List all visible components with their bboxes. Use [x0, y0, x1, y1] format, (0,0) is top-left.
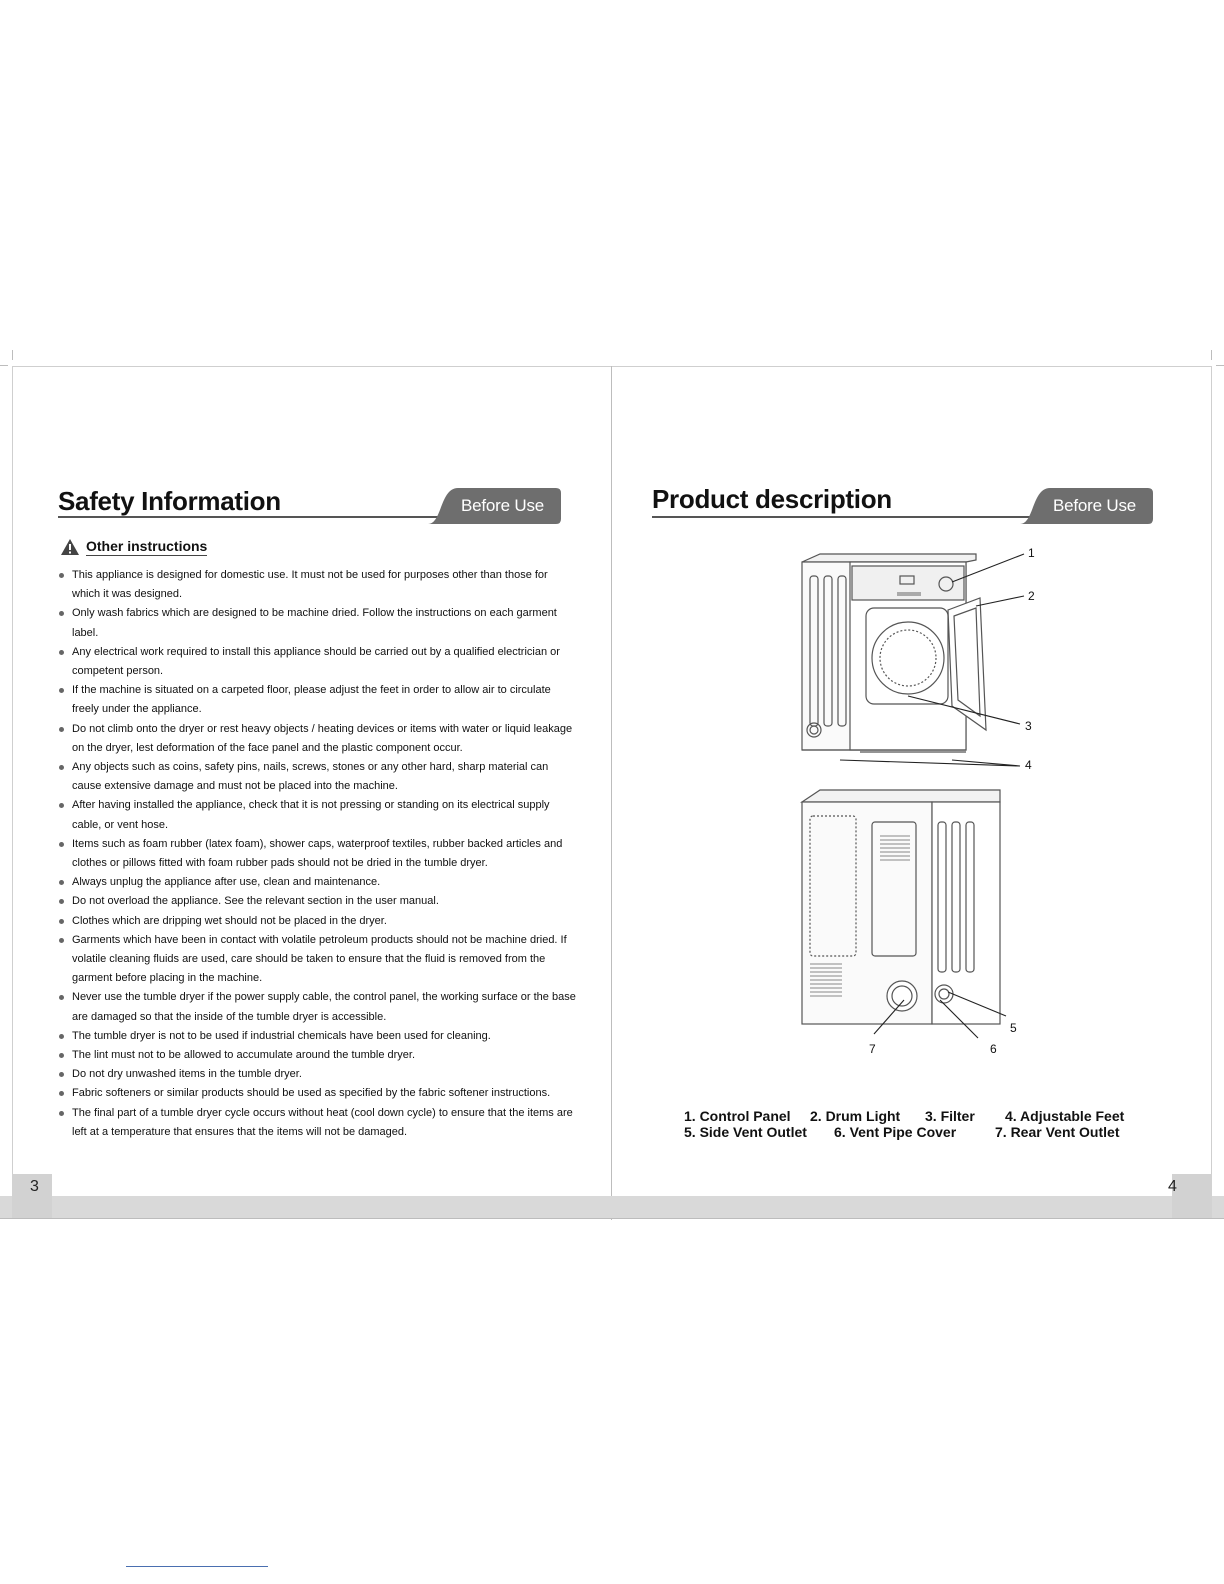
list-item: Clothes which are dripping wet should not be placed in the dryer.: [58, 912, 578, 931]
crop-mark: [1216, 365, 1224, 366]
list-item: Always unplug the appliance after use, clean and maintenance.: [58, 873, 578, 892]
list-item: Any objects such as coins, safety pins, nails, screws, stones or any other hard, sharp material can cause extensive damage and must not be placed into the machine.: [58, 758, 578, 796]
legend-row: [684, 1108, 1164, 1124]
instruction-list: [58, 566, 578, 1142]
page-fold: [611, 366, 612, 1220]
list-item: If the machine is situated on a carpeted floor, please adjust the feet in order to allow air to circulate freely under the appliance.: [58, 681, 578, 719]
page-border: [12, 366, 1212, 367]
list-item: Fabric softeners or similar products should be used as specified by the fabric softener instructions.: [58, 1084, 578, 1103]
list-item: The final part of a tumble dryer cycle occurs without heat (cool down cycle) to ensure that the items are left at a temperature that ensures that the items will not be damaged.: [58, 1104, 578, 1142]
dryer-rear-view: [802, 790, 1000, 1024]
legend-item: 5. Side Vent Outlet: [684, 1124, 807, 1140]
footer-corner-right: [1172, 1174, 1212, 1218]
page-number-right: 4: [1168, 1178, 1177, 1195]
right-section-tab: [1020, 488, 1153, 524]
warning-triangle-icon: [60, 538, 80, 556]
list-item: Any electrical work required to install this appliance should be carried out by a qualified electrician or competent person.: [58, 643, 578, 681]
list-item: The tumble dryer is not to be used if industrial chemicals have been used for cleaning.: [58, 1027, 578, 1046]
crop-mark: [1211, 350, 1212, 360]
list-item: This appliance is designed for domestic use. It must not be used for purposes other than those for which it was designed.: [58, 566, 578, 604]
list-item: Do not overload the appliance. See the relevant section in the user manual.: [58, 892, 578, 911]
callout-number: 3: [1025, 719, 1032, 733]
callout-number: 6: [990, 1042, 997, 1056]
right-tab-label: Before Use: [1052, 496, 1137, 515]
legend-item: 3. Filter: [925, 1108, 975, 1124]
list-item: Never use the tumble dryer if the power supply cable, the control panel, the working surface or the base are damaged so that the inside of the tumble dryer is accessible.: [58, 988, 578, 1026]
callout-number: 5: [1010, 1021, 1017, 1035]
legend-item: 1. Control Panel: [684, 1108, 791, 1124]
dryer-diagram: [780, 540, 1080, 1080]
list-item: The lint must not to be allowed to accumulate around the tumble dryer.: [58, 1046, 578, 1065]
list-item: Items such as foam rubber (latex foam), shower caps, waterproof textiles, rubber backed articles and clothes or pillows fitted with foam rubber pads should not be dried in the tumble dryer.: [58, 835, 578, 873]
legend-item: 2. Drum Light: [810, 1108, 901, 1124]
callout-number: 7: [869, 1042, 876, 1056]
callout-number: 4: [1025, 758, 1032, 772]
callout-number: 2: [1028, 589, 1035, 603]
callout-number: 1: [1028, 546, 1035, 560]
crop-mark: [12, 350, 13, 360]
left-page-title: Safety Information: [58, 486, 281, 516]
page-border: [1211, 366, 1212, 1216]
left-tab-label: Before Use: [460, 496, 545, 515]
list-item: Only wash fabrics which are designed to be machine dried. Follow the instructions on each garment label.: [58, 604, 578, 642]
legend-item: 6. Vent Pipe Cover: [834, 1124, 957, 1140]
list-item: Garments which have been in contact with volatile petroleum products should not be machine dried. If volatile cleaning fluids are used, care should be taken to ensure that the fluid is removed from the garment before placing in the machine.: [58, 931, 578, 989]
legend-row: [684, 1124, 1164, 1140]
subheading: [60, 538, 207, 556]
footer-band: [0, 1196, 1224, 1218]
list-item: Do not dry unwashed items in the tumble dryer.: [58, 1065, 578, 1084]
page-number-left: 3: [30, 1178, 39, 1195]
legend-item: 4. Adjustable Feet: [1005, 1108, 1125, 1124]
parts-legend: [684, 1108, 1164, 1140]
page-border: [12, 366, 13, 1216]
left-section-tab: [428, 488, 561, 524]
footer-line: [0, 1218, 1224, 1219]
bottom-underline: [126, 1566, 268, 1567]
list-item: After having installed the appliance, check that it is not pressing or standing on its electrical supply cable, or vent hose.: [58, 796, 578, 834]
dryer-front-view: [802, 554, 986, 752]
legend-item: 7. Rear Vent Outlet: [995, 1124, 1120, 1140]
right-page-title: Product description: [652, 484, 892, 514]
crop-mark: [0, 365, 8, 366]
subheading-text: Other instructions: [86, 538, 208, 554]
list-item: Do not climb onto the dryer or rest heavy objects / heating devices or items with water or liquid leakage on the dryer, lest deformation of the face panel and the plastic component occur.: [58, 720, 578, 758]
